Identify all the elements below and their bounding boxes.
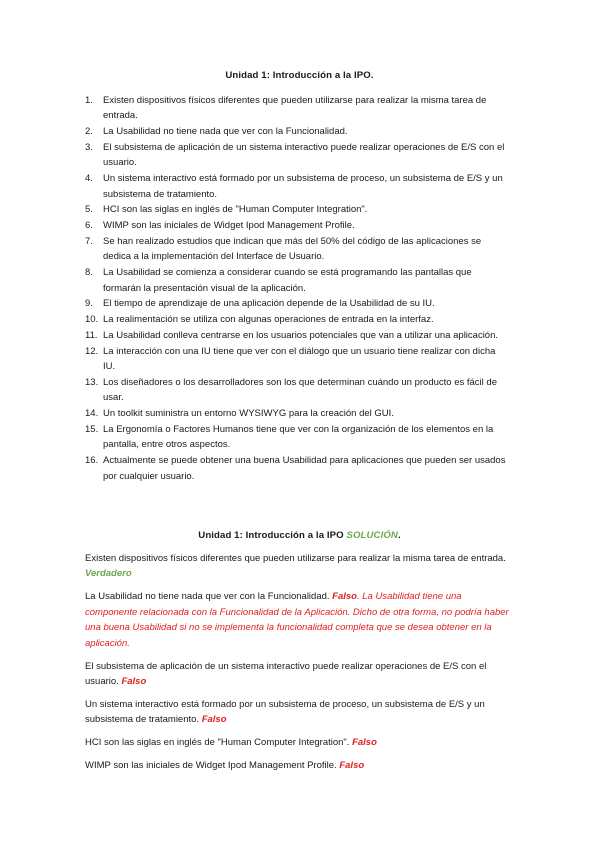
item-number: 11.	[85, 330, 98, 341]
verdict-false: Falso	[121, 676, 147, 688]
item-text: Se han realizado estudios que indican que más del 50% del código de las aplicaciones se dedica a la implementación del Interface de Usuario.	[103, 236, 482, 263]
list-item	[0, 218, 508, 233]
answer-text: WIMP son las iniciales de Widget Ipod Management Profile.	[85, 760, 340, 772]
item-text: Existen dispositivos físicos diferentes que pueden utilizarse para realizar la misma tarea de entrada.	[103, 95, 487, 122]
list-item	[0, 375, 508, 406]
item-number: 7.	[85, 236, 93, 247]
solution-title	[0, 530, 599, 541]
answer-text: Un sistema interactivo está formado por un subsistema de proceso, un subsistema de E/S y un subsistema de tratamiento.	[85, 699, 485, 726]
item-text: La interacción con una IU tiene que ver con el diálogo que un usuario tiene realizar con dicha IU.	[103, 345, 496, 373]
answer-paragraph	[85, 659, 515, 690]
answer-paragraph	[85, 589, 515, 651]
answer-paragraph	[85, 758, 515, 773]
item-number: 12.	[85, 345, 99, 357]
item-text: Los diseñadores o los desarrolladores son los que determinan cuándo un producto es fácil de usar.	[103, 377, 497, 404]
item-number: 10.	[85, 314, 99, 326]
item-text: La realimentación se utiliza con algunas operaciones de entrada en la interfaz.	[103, 314, 434, 326]
item-number: 14.	[85, 408, 99, 420]
list-item	[0, 171, 508, 202]
item-text: La Ergonomía o Factores Humanos tiene que ver con la organización de los elementos en la pantalla, entre otros aspectos.	[103, 424, 494, 451]
list-item	[0, 453, 508, 484]
item-number: 1.	[85, 95, 93, 106]
verdict-false: Falso	[332, 591, 357, 603]
item-number: 16.	[85, 455, 99, 467]
item-number: 8.	[85, 267, 93, 279]
item-text: La Usabilidad conlleva centrarse en los usuarios potenciales que van a utilizar una aplicación.	[103, 330, 499, 341]
item-number: 2.	[85, 126, 93, 138]
item-number: 5.	[85, 204, 93, 216]
item-text: La Usabilidad se comienza a considerar cuando se está programando las pantallas que formarán la presentación visual de la aplicación.	[103, 267, 472, 294]
item-text: WIMP son las iniciales de Widget Ipod Management Profile.	[103, 220, 355, 232]
solution-highlight: SOLUCIÓN	[346, 530, 398, 541]
list-item	[0, 344, 508, 375]
item-number: 13.	[85, 377, 99, 388]
answer-paragraph	[85, 551, 515, 582]
answer-paragraph	[85, 697, 515, 728]
item-number: 9.	[85, 298, 93, 310]
solution-title-suffix: .	[397, 530, 401, 541]
verdict-false: Falso	[201, 714, 227, 726]
answer-text: El subsistema de aplicación de un sistema interactivo puede realizar operaciones de E/S con el usuario.	[85, 660, 487, 688]
list-item	[0, 124, 508, 139]
list-item	[0, 93, 508, 124]
answer-explanation: . La Usabilidad tiene una componente relacionada con la Funcionalidad de la Aplicación. Dicho de otra forma, no podría haber una buena Usabilidad si no se implementa la funcionalidad completa que se desea obtener en la aplicación.	[85, 591, 509, 649]
item-text: HCI son las siglas en inglés de "Human Computer Integration".	[103, 204, 368, 216]
list-item	[0, 406, 508, 421]
list-item	[0, 140, 508, 171]
verdict-true: Verdadero	[85, 568, 132, 580]
solution-title-text: Unidad 1: Introducción a la IPO	[198, 530, 347, 541]
list-item	[0, 312, 508, 327]
solution-answers	[85, 551, 515, 781]
list-item	[0, 328, 508, 343]
item-number: 3.	[85, 142, 93, 153]
item-text: El subsistema de aplicación de un sistema interactivo puede realizar operaciones de E/S con el usuario.	[103, 142, 505, 169]
item-number: 6.	[85, 220, 93, 232]
answer-text: HCI son las siglas en inglés de "Human Computer Integration".	[85, 737, 353, 749]
list-item	[0, 234, 508, 265]
page-title	[0, 70, 599, 81]
list-item	[0, 296, 508, 311]
question-list	[0, 93, 599, 484]
answer-text: La Usabilidad no tiene nada que ver con la Funcionalidad.	[85, 591, 333, 603]
item-text: Un toolkit suministra un entorno WYSIWYG para la creación del GUI.	[103, 408, 394, 420]
item-text: La Usabilidad no tiene nada que ver con la Funcionalidad.	[103, 126, 348, 138]
item-text: El tiempo de aprendizaje de una aplicación depende de la Usabilidad de su IU.	[103, 298, 435, 310]
item-number: 15.	[85, 424, 99, 435]
list-item	[0, 422, 508, 453]
item-text: Un sistema interactivo está formado por un subsistema de proceso, un subsistema de E/S y un subsistema de tratamiento.	[103, 173, 503, 200]
answer-paragraph	[85, 735, 515, 750]
item-text: Actualmente se puede obtener una buena Usabilidad para aplicaciones que pueden ser usados por cualquier usuario.	[103, 455, 506, 482]
verdict-false: Falso	[352, 737, 377, 749]
verdict-false: Falso	[339, 760, 365, 772]
answer-text: Existen dispositivos físicos diferentes que pueden utilizarse para realizar la misma tarea de entrada.	[85, 553, 506, 564]
title-text: Unidad 1: Introducción a la IPO.	[225, 70, 374, 81]
list-item	[0, 265, 508, 296]
list-item	[0, 202, 508, 217]
item-number: 4.	[85, 173, 93, 185]
